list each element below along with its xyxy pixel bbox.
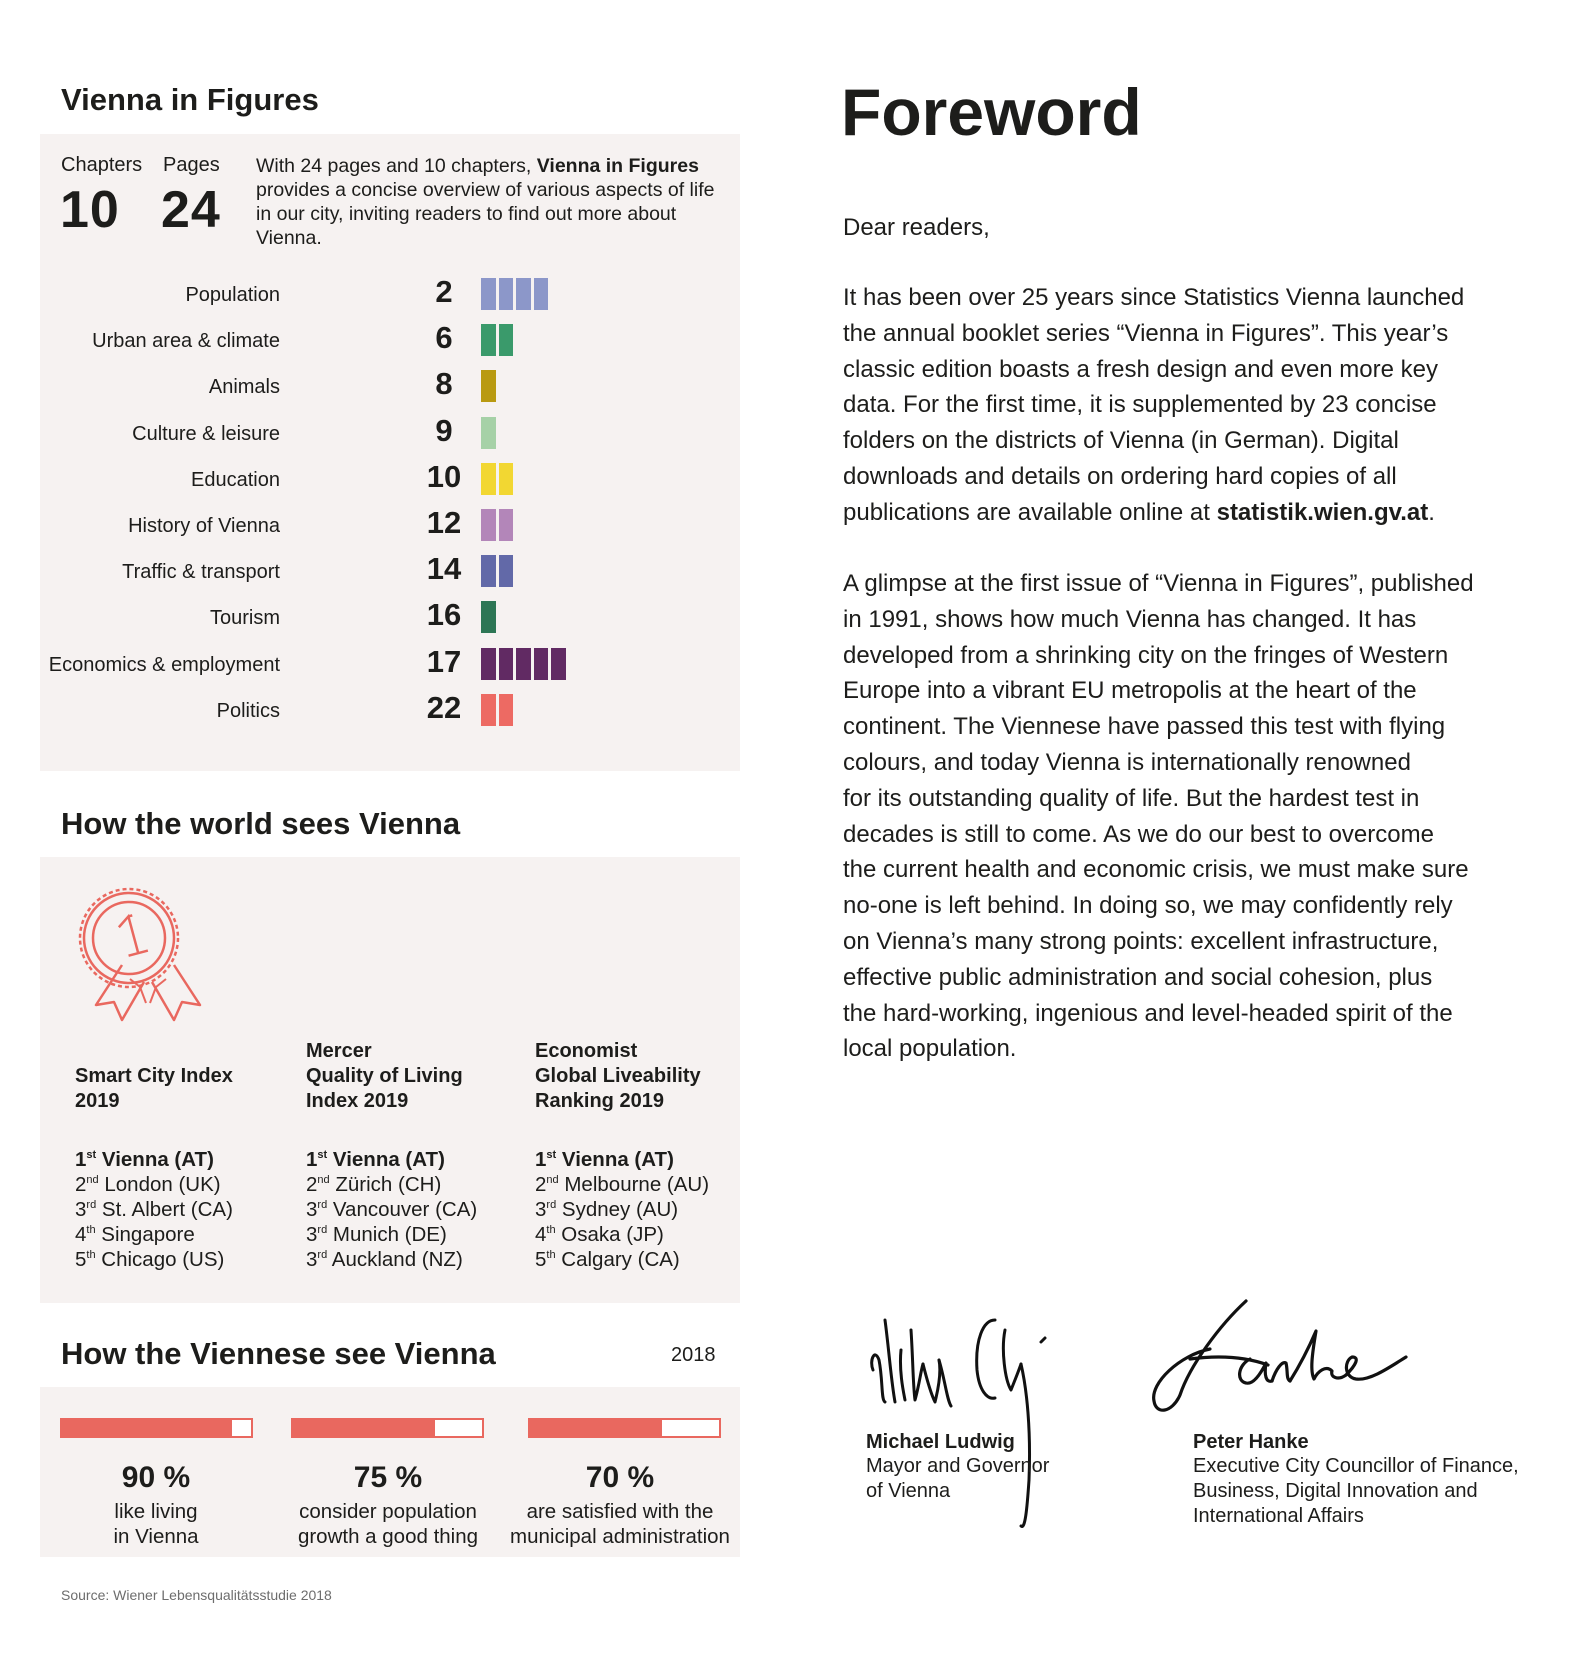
page-block (534, 648, 549, 680)
statistik-link[interactable]: statistik.wien.gv.at (1216, 498, 1429, 526)
page-block (481, 648, 496, 680)
text-line: data. For the first time, it is supplemented by 23 concise (843, 391, 1437, 419)
chapter-page-number: 12 (426, 505, 462, 540)
ranking-heading: Smart City Index 2019 (75, 1065, 233, 1112)
ranking-entry: 2nd Zürich (CH) (306, 1173, 442, 1196)
chapter-row (40, 411, 640, 457)
text-line: effective public administration and social cohesion, plus (843, 963, 1433, 991)
chapter-row (40, 503, 640, 549)
foreword-paragraph-1: It has been over 25 years since Statistics Vienna launched the annual booklet series “Vienna in Figures”. This year’s classic edition boasts a fresh design and even more key data. For the first time, it is supplemented by 23 concise folders on the districts of Vienna (in German). Digital downloads and details on ordering hard copies of all publications are available online at statistik.wien.gv.at. (843, 280, 1503, 531)
pages-label: Pages (163, 154, 220, 176)
ranking-entry: 1st Vienna (AT) (75, 1148, 214, 1171)
text-line: for its outstanding quality of life. But the hardest test in (843, 784, 1420, 812)
percent-value: 75 % (353, 1461, 423, 1494)
signatory-1-role: Mayor and Governor of Vienna (866, 1455, 1050, 1502)
viennese-title: How the Viennese see Vienna (61, 1336, 496, 1371)
chapter-name: Education (191, 468, 280, 491)
ranking-heading: Economist Global Liveability Ranking 2019 (535, 1040, 701, 1112)
progress-bar (60, 1418, 253, 1438)
chapters-label: Chapters (61, 154, 143, 176)
ranking-heading: Mercer Quality of Living Index 2019 (306, 1040, 463, 1112)
percent-description: consider population growth a good thing (297, 1500, 479, 1548)
page-block (481, 278, 496, 310)
page-block (499, 278, 514, 310)
ranking-list (306, 1147, 526, 1272)
page-block (481, 509, 496, 541)
page-block (481, 417, 496, 449)
salutation: Dear readers, (843, 214, 990, 241)
world-panel (40, 857, 740, 1303)
progress-bar-fill (293, 1420, 435, 1436)
ranking-entry: 5th Chicago (US) (75, 1248, 225, 1271)
chapter-row (40, 688, 640, 734)
chapter-name: Tourism (209, 607, 280, 630)
award-rosette-icon (78, 887, 214, 1037)
source-note: Source: Wiener Lebensqualitätsstudie 2018 (61, 1587, 332, 1603)
text-line: continent. The Viennese have passed this test with flying (843, 713, 1446, 741)
page-block (481, 370, 496, 402)
ranking-entry: 4th Osaka (JP) (535, 1223, 664, 1246)
viennese-panel (40, 1387, 740, 1557)
chapter-name: History of Vienna (128, 515, 280, 537)
page-block (499, 648, 514, 680)
ranking-entry: 4th Singapore (75, 1223, 195, 1246)
ranking-entry: 1st Vienna (AT) (306, 1148, 445, 1171)
page-block (481, 324, 496, 356)
text-line: the annual booklet series “Vienna in Figures”. This year’s (843, 319, 1449, 347)
chapter-row (40, 595, 640, 641)
chapter-page-number: 8 (435, 366, 453, 402)
chapter-page-number: 2 (435, 274, 453, 309)
figures-title: Vienna in Figures (61, 82, 319, 117)
chapter-page-number: 16 (426, 597, 462, 633)
progress-bar (291, 1418, 484, 1438)
chapter-page-number: 22 (426, 689, 462, 725)
page-block (516, 278, 531, 310)
text-line: on Vienna’s many strong points: excellent infrastructure, (843, 927, 1439, 955)
text-line: Europe into a vibrant EU metropolis at the heart of the (843, 677, 1417, 705)
page-block (499, 694, 514, 726)
chapter-row (40, 364, 640, 410)
text-line: developed from a shrinking city on the fringes of Western (843, 641, 1449, 669)
text-line: colours, and today Vienna is internationally renowned (843, 748, 1411, 776)
page-block (499, 324, 514, 356)
text-line: folders on the districts of Vienna (in German). Digital (843, 427, 1399, 455)
signatory-2-role: Executive City Councillor of Finance, Business, Digital Innovation and International Affairs (1193, 1455, 1519, 1527)
signatory-1-name: Michael Ludwig (866, 1431, 1015, 1453)
chapter-page-number: 9 (435, 412, 453, 448)
text-line: classic edition boasts a fresh design and even more key (843, 355, 1438, 383)
chapter-name: Population (185, 284, 280, 306)
figures-intro: With 24 pages and 10 chapters, Vienna in Figures provides a concise overview of various aspects of life in our city, inviting readers to find out more about Vienna. (256, 155, 715, 249)
chapter-row (40, 642, 640, 688)
page-block (551, 648, 566, 680)
percent-description: like living in Vienna (113, 1500, 199, 1548)
chapter-row (40, 457, 640, 503)
chapter-name: Economics & employment (48, 653, 280, 676)
ranking-entry: 3rd Vancouver (CA) (306, 1198, 478, 1221)
chapter-name: Culture & leisure (132, 422, 280, 445)
page-block (534, 278, 549, 310)
chapter-name: Traffic & transport (122, 561, 280, 584)
ranking-entry: 2nd Melbourne (AU) (535, 1173, 710, 1196)
chapter-name: Politics (216, 699, 280, 722)
ranking-entry: 3rd St. Albert (CA) (75, 1198, 233, 1221)
chapter-page-number: 17 (426, 643, 462, 679)
ranking-list (535, 1147, 755, 1272)
chapter-row (40, 272, 640, 318)
text-line: local population. (843, 1035, 1017, 1063)
text-line: It has been over 25 years since Statistics Vienna launched (843, 284, 1465, 311)
chapter-page-number: 14 (426, 551, 462, 587)
progress-bar (528, 1418, 721, 1438)
chapter-name: Animals (208, 376, 280, 399)
chapter-row (40, 318, 640, 364)
text-line: the hard-working, ingenious and level-headed spirit of the (843, 999, 1453, 1027)
text-line: downloads and details on ordering hard copies of all (843, 462, 1397, 490)
page-block (481, 555, 496, 587)
percent-value: 70 % (585, 1461, 655, 1494)
percent-value: 90 % (121, 1461, 191, 1494)
signature-hanke (1150, 1295, 1410, 1425)
ranking-entry: 5th Calgary (CA) (535, 1248, 680, 1271)
progress-bar-fill (530, 1420, 662, 1436)
chapter-row (40, 549, 640, 595)
signatory-2-name: Peter Hanke (1193, 1431, 1309, 1453)
text-line: A glimpse at the first issue of “Vienna in Figures”, published (843, 570, 1474, 597)
text-line: the current health and economic crisis, we must make sure (843, 856, 1469, 884)
page-block (516, 648, 531, 680)
ranking-entry: 3rd Munich (DE) (306, 1223, 447, 1246)
chapters-value: 10 (60, 181, 120, 239)
world-title: How the world sees Vienna (61, 806, 461, 841)
page-block (499, 555, 514, 587)
text-line: no-one is left behind. In doing so, we may confidently rely (843, 892, 1453, 920)
figures-panel (40, 134, 740, 771)
page-block (481, 601, 496, 633)
page-block (481, 463, 496, 495)
chapter-page-number: 10 (426, 458, 462, 494)
ranking-list (75, 1147, 295, 1272)
text-line: decades is still to come. As we do our best to overcome (843, 820, 1434, 848)
ranking-entry: 3rd Sydney (AU) (535, 1198, 679, 1221)
viennese-year: 2018 (671, 1344, 716, 1366)
progress-bar-fill (62, 1420, 232, 1436)
chapter-page-number: 6 (435, 320, 453, 356)
pages-value: 24 (161, 181, 221, 239)
page-block (499, 509, 514, 541)
percent-description: are satisfied with the municipal administration (510, 1500, 730, 1548)
foreword-title: Foreword (841, 75, 1142, 149)
ranking-entry: 1st Vienna (AT) (535, 1148, 674, 1171)
chapter-name: Urban area & climate (92, 330, 280, 353)
ranking-entry: 3rd Auckland (NZ) (306, 1248, 463, 1271)
foreword-paragraph-2 (843, 566, 1503, 1067)
page-block (481, 694, 496, 726)
ranking-entry: 2nd London (UK) (75, 1173, 221, 1196)
text-line: in 1991, shows how much Vienna has changed. It has (843, 605, 1417, 633)
page-block (499, 463, 514, 495)
